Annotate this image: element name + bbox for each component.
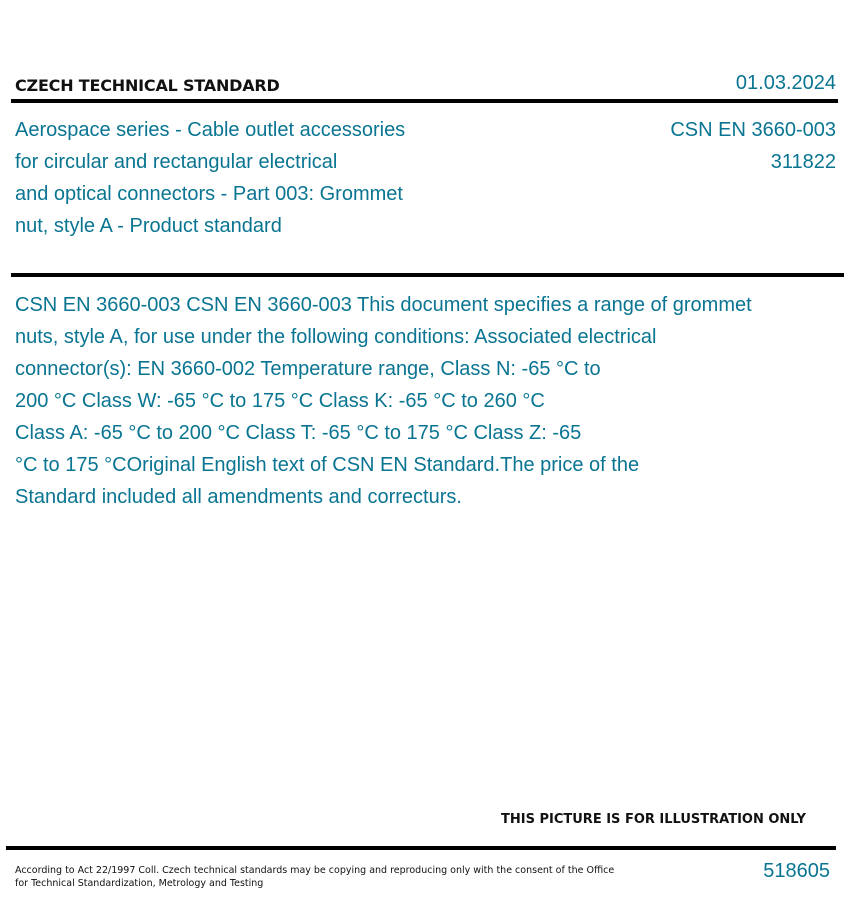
abstract-line: Class A: -65 °C to 200 °C Class T: -65 °C to 175 °C Class Z: -65 [15, 422, 582, 444]
document-title [15, 114, 455, 242]
publication-date: 01.03.2024 [735, 72, 836, 94]
abstract-line: connector(s): EN 3660-002 Temperature range, Class N: -65 °C to [15, 358, 601, 380]
title-line: for circular and rectangular electrical [15, 151, 338, 173]
standard-identifiers [670, 114, 836, 178]
illustration-note: THIS PICTURE IS FOR ILLUSTRATION ONLY [501, 812, 806, 827]
title-line: nut, style A - Product standard [15, 215, 282, 237]
catalog-number: 311822 [770, 151, 836, 173]
legal-notice [15, 864, 615, 890]
title-line: Aerospace series - Cable outlet accessories [15, 119, 406, 141]
title-line: and optical connectors - Part 003: Grommet [15, 183, 403, 205]
abstract [15, 289, 835, 513]
legal-line: for Technical Standardization, Metrology and Testing [15, 878, 264, 889]
header-rule [11, 99, 838, 103]
header-label: CZECH TECHNICAL STANDARD [15, 76, 280, 95]
abstract-line: CSN EN 3660-003 CSN EN 3660-003 This document specifies a range of grommet [15, 294, 752, 316]
section-rule [11, 273, 844, 277]
footer-rule [6, 846, 836, 850]
standard-code: CSN EN 3660-003 [670, 119, 836, 141]
legal-line: According to Act 22/1997 Coll. Czech technical standards may be copying and reproducing only with the consent of the Office [15, 865, 615, 876]
abstract-line: °C to 175 °COriginal English text of CSN EN Standard.The price of the [15, 454, 640, 476]
abstract-line: 200 °C Class W: -65 °C to 175 °C Class K: -65 °C to 260 °C [15, 390, 545, 412]
abstract-line: Standard included all amendments and correcturs. [15, 486, 462, 508]
abstract-line: nuts, style A, for use under the following conditions: Associated electrical [15, 326, 657, 348]
footer-number: 518605 [763, 860, 830, 882]
